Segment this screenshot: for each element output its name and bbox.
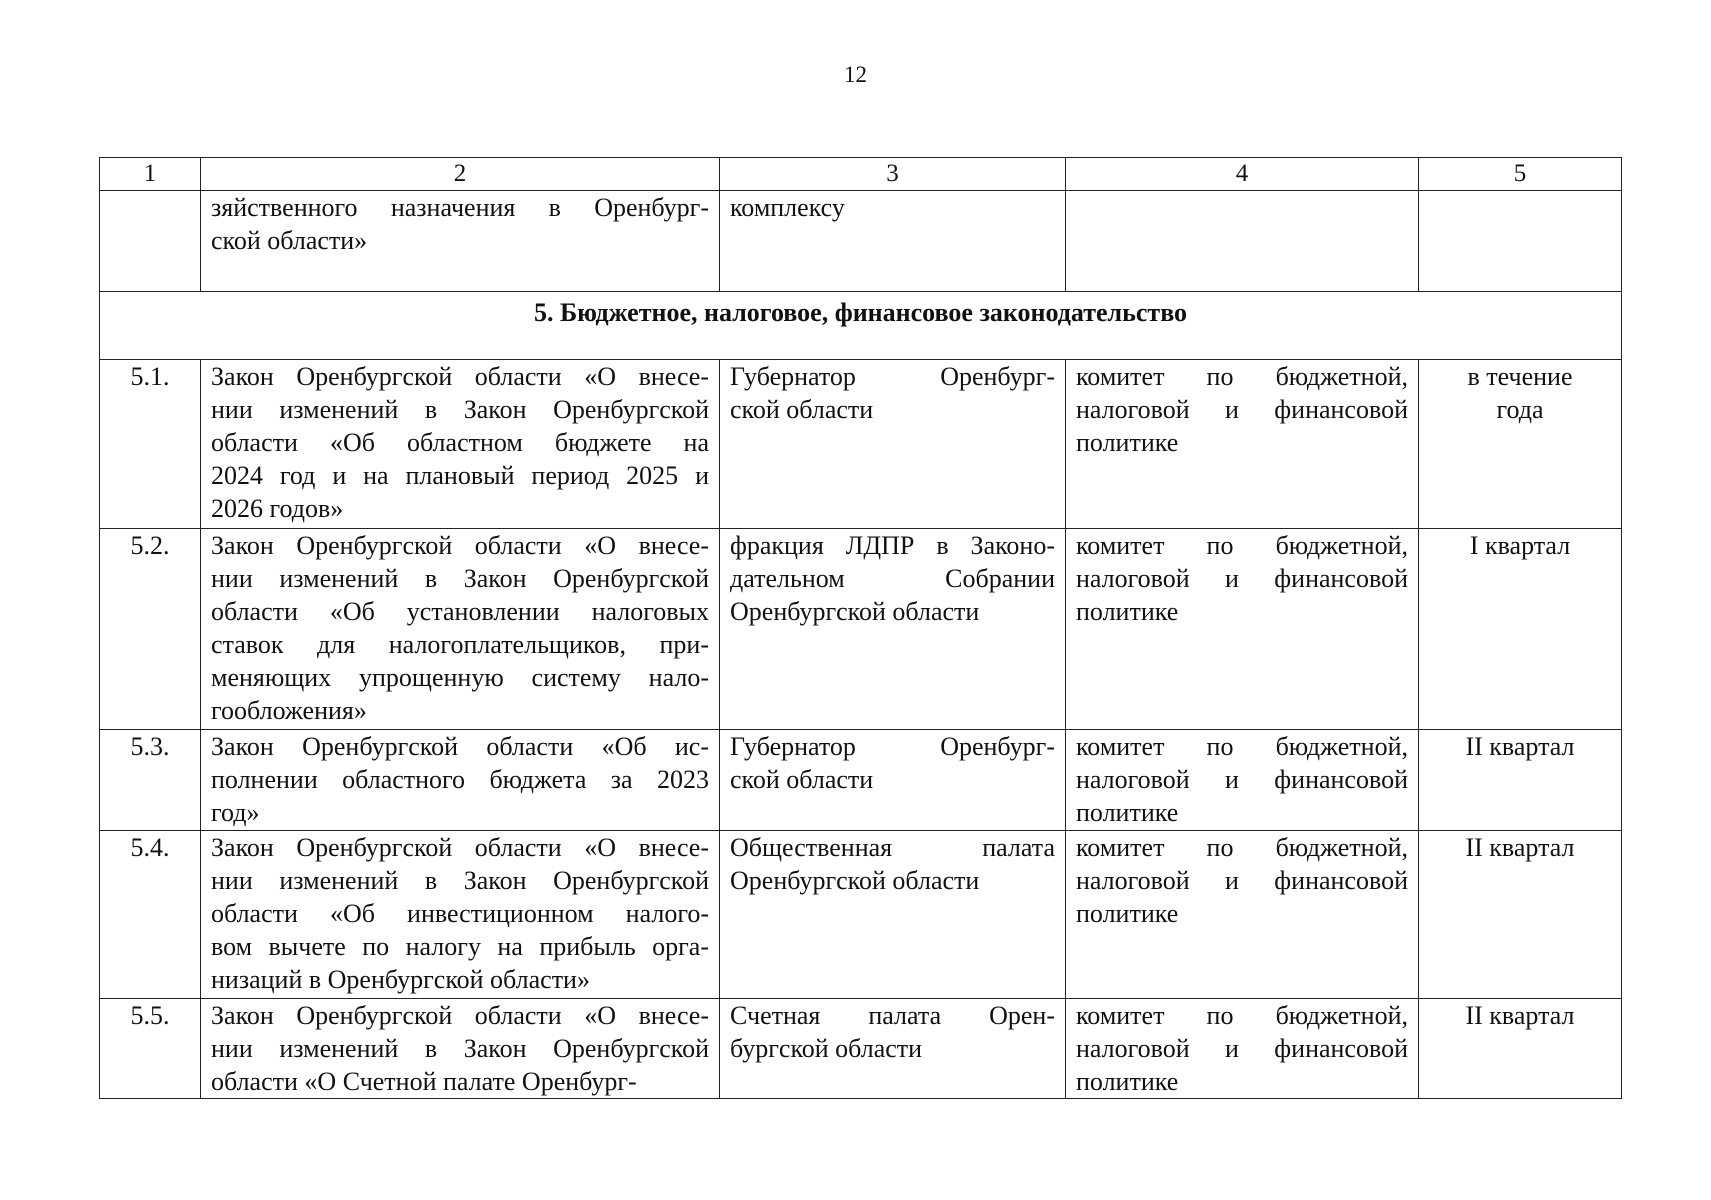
initiator-line: Губернатор Оренбург- <box>730 732 1055 761</box>
initiator-line: фракция ЛДПР в Законо- <box>730 531 1055 560</box>
responsible-committee <box>1066 730 1419 831</box>
continuation-row <box>100 191 1622 292</box>
item-number: 5.3. <box>100 730 201 831</box>
law-title-line: области «Об инвестиционном налого- <box>211 899 709 928</box>
deadline-line: в течение <box>1467 362 1573 391</box>
law-title-line: Закон Оренбургской области «О внесе- <box>211 1001 709 1030</box>
column-number: 5 <box>1419 158 1622 191</box>
committee-line: налоговой и финансовой <box>1076 866 1408 895</box>
committee-line: политике <box>1076 1067 1179 1096</box>
initiator <box>720 360 1066 529</box>
law-title-line: 2024 год и на плановый период 2025 и <box>211 461 709 490</box>
law-title <box>201 360 720 529</box>
initiator-line: дательном Собрании <box>730 564 1055 593</box>
deadline-line: I квартал <box>1469 531 1571 560</box>
law-title-line: области «Об установлении налоговых <box>211 597 709 626</box>
item-number: 5.4. <box>100 831 201 999</box>
law-title-line: Закон Оренбургской области «О внесе- <box>211 531 709 560</box>
law-title-line: гообложения» <box>211 696 367 725</box>
law-title-line: 2026 годов» <box>211 494 344 523</box>
initiator-line: Оренбургской области <box>730 866 980 895</box>
deadline-line: II квартал <box>1465 833 1575 862</box>
item-number <box>100 191 201 292</box>
law-title-line: области «Об областном бюджете на <box>211 428 709 457</box>
column-number: 4 <box>1066 158 1419 191</box>
deadline <box>1419 529 1622 730</box>
committee-line: политике <box>1076 798 1179 827</box>
initiator-line: Счетная палата Орен- <box>730 1001 1055 1030</box>
committee-line: налоговой и финансовой <box>1076 1034 1408 1063</box>
initiator <box>720 529 1066 730</box>
column-number-row <box>100 158 1622 191</box>
initiator-line: бургской области <box>730 1034 923 1063</box>
deadline-line: II квартал <box>1465 732 1575 761</box>
law-title-line: Закон Оренбургской области «О внесе- <box>211 833 709 862</box>
law-title-line: низаций в Оренбургской области» <box>211 965 590 994</box>
deadline-line: года <box>1496 395 1544 424</box>
law-title-line: нии изменений в Закон Оренбургской <box>211 395 709 424</box>
table-row <box>100 360 1622 529</box>
committee-line: комитет по бюджетной, <box>1076 1001 1408 1030</box>
law-title <box>201 831 720 999</box>
law-title <box>201 999 720 1099</box>
initiator-line: Губернатор Оренбург- <box>730 362 1055 391</box>
committee-line: комитет по бюджетной, <box>1076 732 1408 761</box>
committee-line: политике <box>1076 428 1179 457</box>
law-title-line: год» <box>211 798 260 827</box>
initiator-line: Оренбургской области <box>730 597 980 626</box>
table-row <box>100 831 1622 999</box>
initiator-line: ской области <box>730 765 874 794</box>
table-row <box>100 730 1622 831</box>
initiator-line: Общественная палата <box>730 833 1055 862</box>
law-title-line: меняющих упрощенную систему нало- <box>211 663 709 692</box>
deadline <box>1419 360 1622 529</box>
column-number: 3 <box>720 158 1066 191</box>
law-title <box>201 529 720 730</box>
committee-line: комитет по бюджетной, <box>1076 833 1408 862</box>
item-number: 5.2. <box>100 529 201 730</box>
law-title-line: ской области» <box>211 226 368 255</box>
law-title-line: Закон Оренбургской области «Об ис- <box>211 732 709 761</box>
committee-line: налоговой и финансовой <box>1076 564 1408 593</box>
deadline <box>1419 999 1622 1099</box>
deadline <box>1419 831 1622 999</box>
committee-line: политике <box>1076 899 1179 928</box>
law-title-line: нии изменений в Закон Оренбургской <box>211 1034 709 1063</box>
law-title-line: зяйственного назначения в Оренбург- <box>211 193 709 222</box>
law-title-line: Закон Оренбургской области «О внесе- <box>211 362 709 391</box>
item-number: 5.5. <box>100 999 201 1099</box>
deadline-line: II квартал <box>1465 1001 1575 1030</box>
initiator-line: комплексу <box>730 193 845 222</box>
table-row <box>100 529 1622 730</box>
law-title-line: полнении областного бюджета за 2023 <box>211 765 709 794</box>
column-number: 2 <box>201 158 720 191</box>
deadline <box>1419 191 1622 292</box>
law-title-line: нии изменений в Закон Оренбургской <box>211 866 709 895</box>
deadline <box>1419 730 1622 831</box>
law-title-line: вом вычете по налогу на прибыль орга- <box>211 932 709 961</box>
item-number: 5.1. <box>100 360 201 529</box>
section-header-row <box>100 292 1622 360</box>
initiator <box>720 999 1066 1099</box>
law-title-line: нии изменений в Закон Оренбургской <box>211 564 709 593</box>
responsible-committee <box>1066 529 1419 730</box>
legislative-plan-table <box>99 157 1622 1099</box>
law-title-line: области «О Счетной палате Оренбург- <box>211 1067 637 1096</box>
section-title: 5. Бюджетное, налоговое, финансовое законодательство <box>100 292 1622 360</box>
law-title <box>201 730 720 831</box>
initiator-line: ской области <box>730 395 874 424</box>
responsible-committee <box>1066 360 1419 529</box>
committee-line: налоговой и финансовой <box>1076 765 1408 794</box>
committee-line: комитет по бюджетной, <box>1076 531 1408 560</box>
committee-line: политике <box>1076 597 1179 626</box>
responsible-committee <box>1066 831 1419 999</box>
table-row <box>100 999 1622 1099</box>
law-title <box>201 191 720 292</box>
committee-line: комитет по бюджетной, <box>1076 362 1408 391</box>
initiator <box>720 730 1066 831</box>
law-title-line: ставок для налогоплательщиков, при- <box>211 630 709 659</box>
column-number: 1 <box>100 158 201 191</box>
page-number: 12 <box>844 62 867 87</box>
responsible-committee <box>1066 191 1419 292</box>
committee-line: налоговой и финансовой <box>1076 395 1408 424</box>
initiator <box>720 831 1066 999</box>
responsible-committee <box>1066 999 1419 1099</box>
initiator <box>720 191 1066 292</box>
